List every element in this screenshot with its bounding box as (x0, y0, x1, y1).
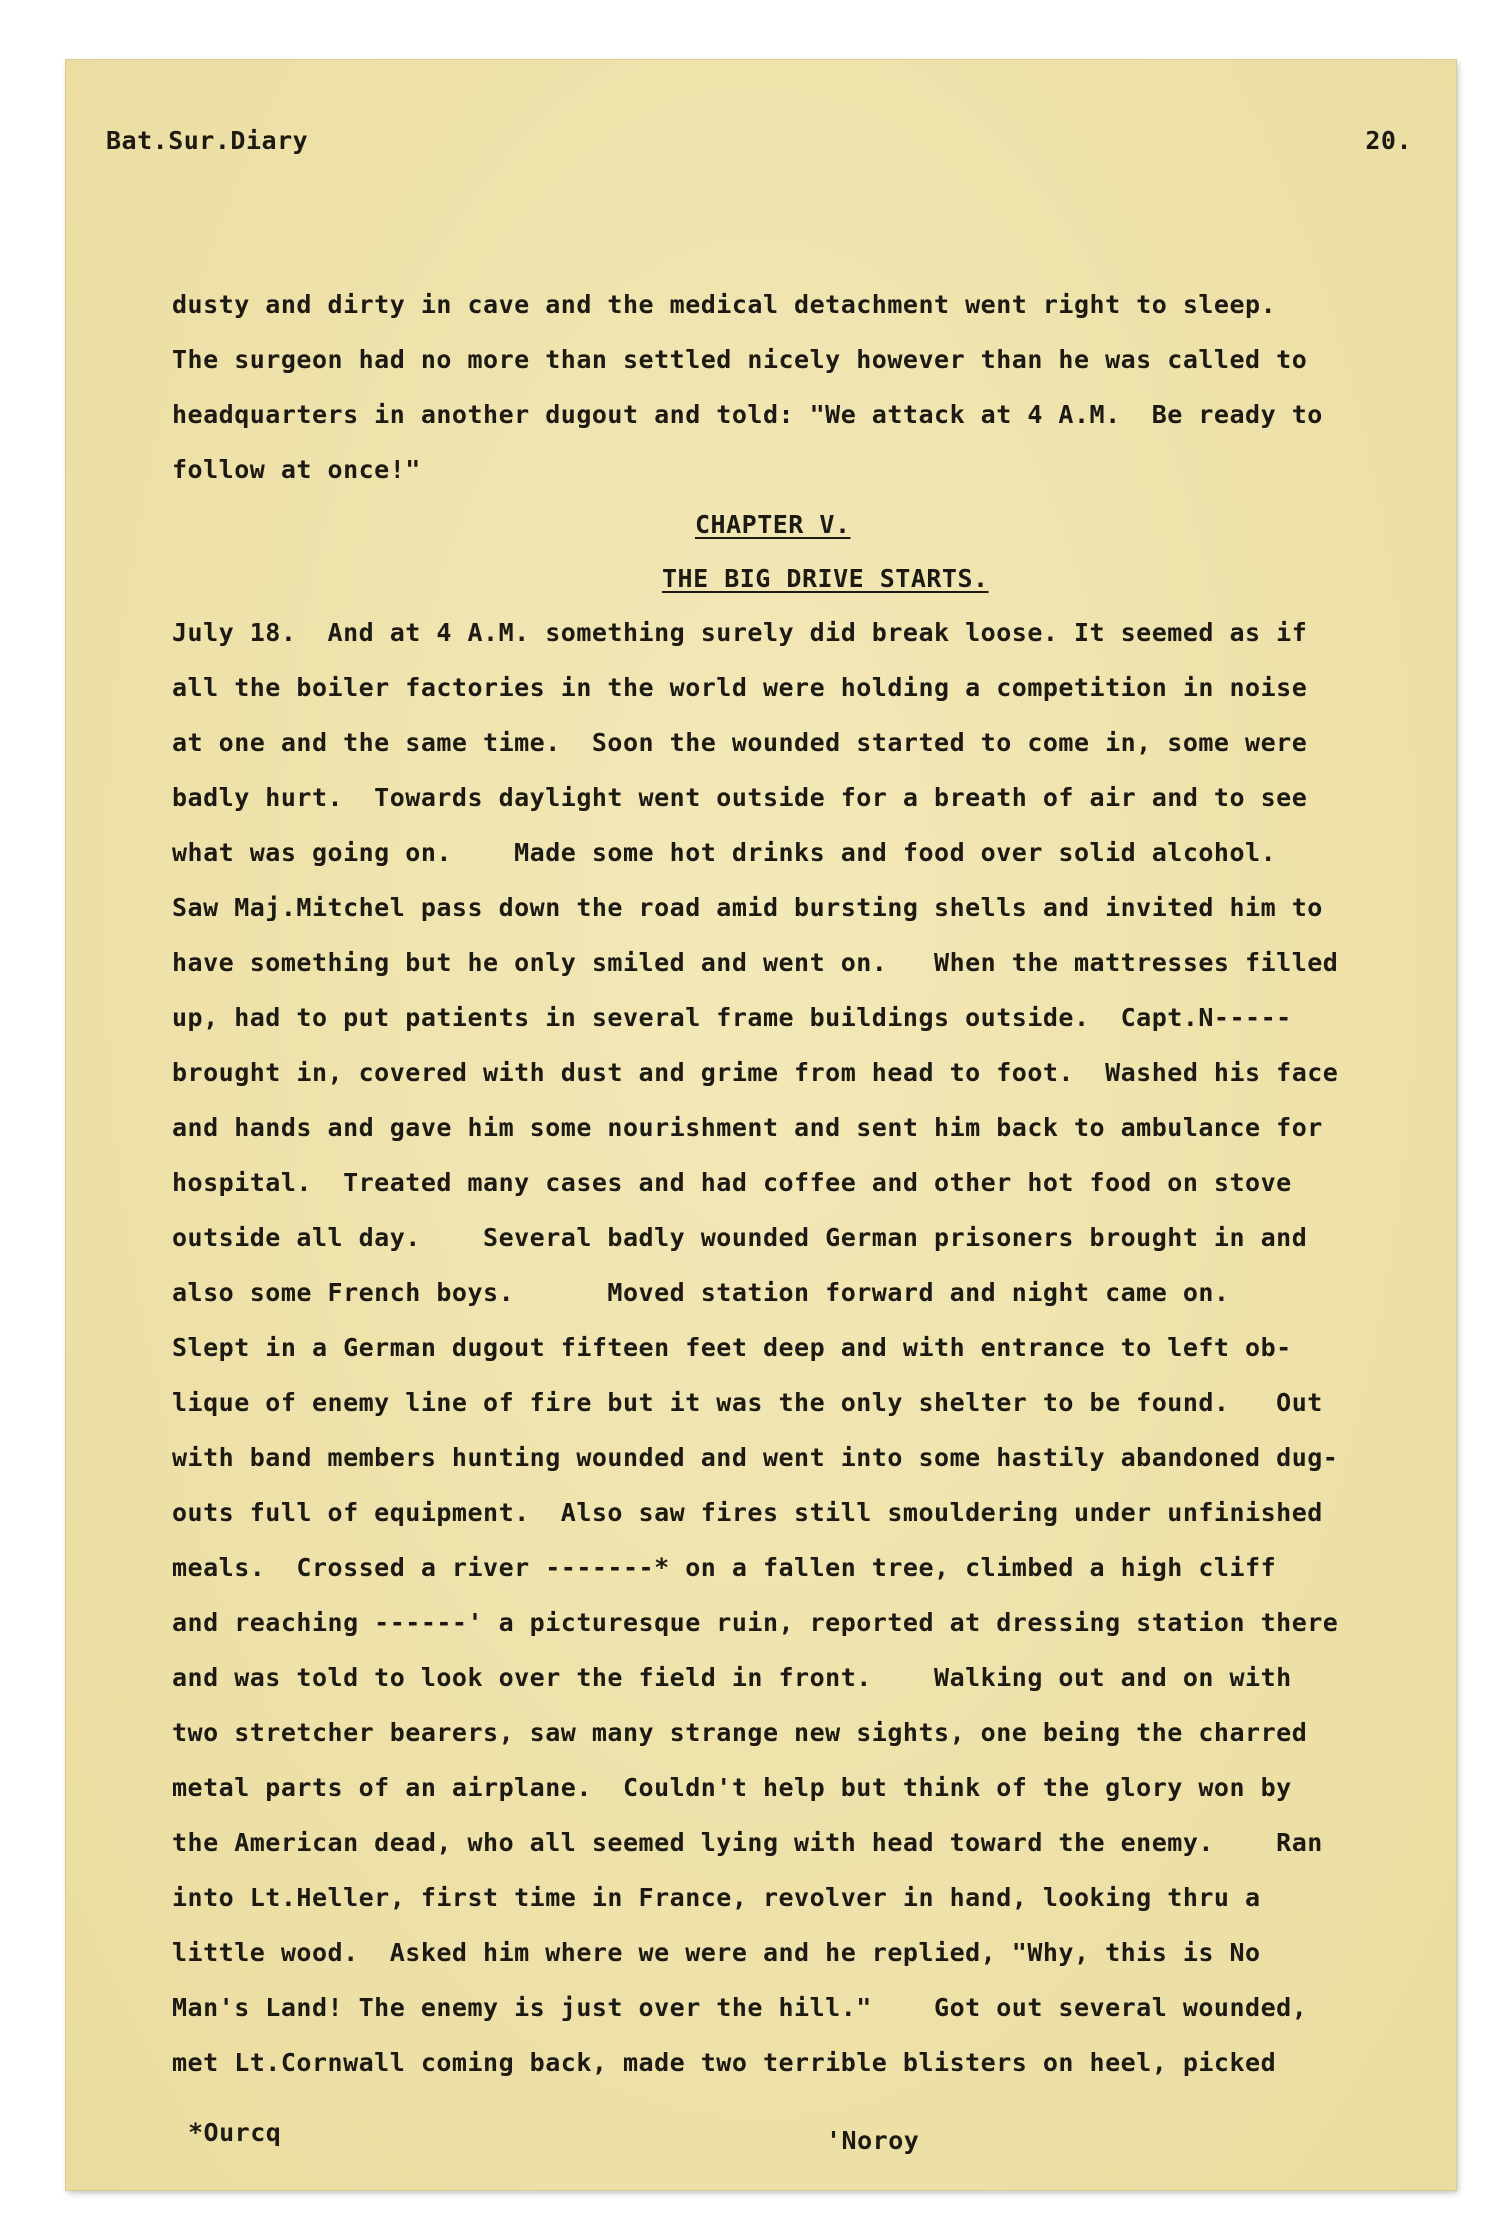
text-line: metal parts of an airplane. Couldn't help but think of the glory won by (172, 1773, 1292, 1802)
text-line: with band members hunting wounded and went into some hastily abandoned dug- (172, 1443, 1339, 1472)
text-line: and hands and gave him some nourishment and sent him back to ambulance for (172, 1113, 1323, 1142)
text-line: lique of enemy line of fire but it was the only shelter to be found. Out (172, 1388, 1323, 1417)
diary-header: Bat.Sur.Diary (106, 126, 309, 155)
text-line: have something but he only smiled and went on. When the mattresses filled (172, 948, 1339, 977)
text-line: outs full of equipment. Also saw fires still smouldering under unfinished (172, 1498, 1323, 1527)
text-line: met Lt.Cornwall coming back, made two terrible blisters on heel, picked (172, 2048, 1277, 2077)
text-line: also some French boys. Moved station forward and night came on. (172, 1278, 1230, 1307)
text-line: outside all day. Several badly wounded German prisoners brought in and (172, 1223, 1308, 1252)
text-line: and was told to look over the field in front. Walking out and on with (172, 1663, 1292, 1692)
chapter-title: THE BIG DRIVE STARTS. (662, 564, 989, 593)
text-line: Man's Land! The enemy is just over the hill." Got out several wounded, (172, 1993, 1308, 2022)
text-line: dusty and dirty in cave and the medical detachment went right to sleep. (172, 290, 1277, 319)
text-line: the American dead, who all seemed lying with head toward the enemy. Ran (172, 1828, 1323, 1857)
text-line: headquarters in another dugout and told: "We attack at 4 A.M. Be ready to (172, 400, 1323, 429)
text-line: July 18. And at 4 A.M. something surely did break loose. It seemed as if (172, 618, 1308, 647)
text-line: follow at once!" (172, 455, 421, 484)
text-line: Slept in a German dugout fifteen feet deep and with entrance to left ob- (172, 1333, 1292, 1362)
chapter-number: CHAPTER V. (695, 510, 851, 539)
text-line: Saw Maj.Mitchel pass down the road amid bursting shells and invited him to (172, 893, 1323, 922)
text-line: hospital. Treated many cases and had coffee and other hot food on stove (172, 1168, 1292, 1197)
footnote-ourcq: *Ourcq (188, 2118, 282, 2147)
text-line: at one and the same time. Soon the wounded started to come in, some were (172, 728, 1308, 757)
text-line: badly hurt. Towards daylight went outside for a breath of air and to see (172, 783, 1308, 812)
text-line: all the boiler factories in the world were holding a competition in noise (172, 673, 1308, 702)
text-line: The surgeon had no more than settled nicely however than he was called to (172, 345, 1308, 374)
text-line: into Lt.Heller, first time in France, revolver in hand, looking thru a (172, 1883, 1261, 1912)
text-line: and reaching ------' a picturesque ruin, reported at dressing station there (172, 1608, 1339, 1637)
text-line: meals. Crossed a river -------* on a fallen tree, climbed a high cliff (172, 1553, 1277, 1582)
text-line: little wood. Asked him where we were and he replied, "Why, this is No (172, 1938, 1261, 1967)
page-number: 20. (1365, 126, 1412, 155)
text-line: brought in, covered with dust and grime from head to foot. Washed his face (172, 1058, 1339, 1087)
text-line: up, had to put patients in several frame buildings outside. Capt.N----- (172, 1003, 1292, 1032)
footnote-noroy: 'Noroy (826, 2126, 920, 2155)
text-line: two stretcher bearers, saw many strange new sights, one being the charred (172, 1718, 1308, 1747)
text-line: what was going on. Made some hot drinks and food over solid alcohol. (172, 838, 1277, 867)
